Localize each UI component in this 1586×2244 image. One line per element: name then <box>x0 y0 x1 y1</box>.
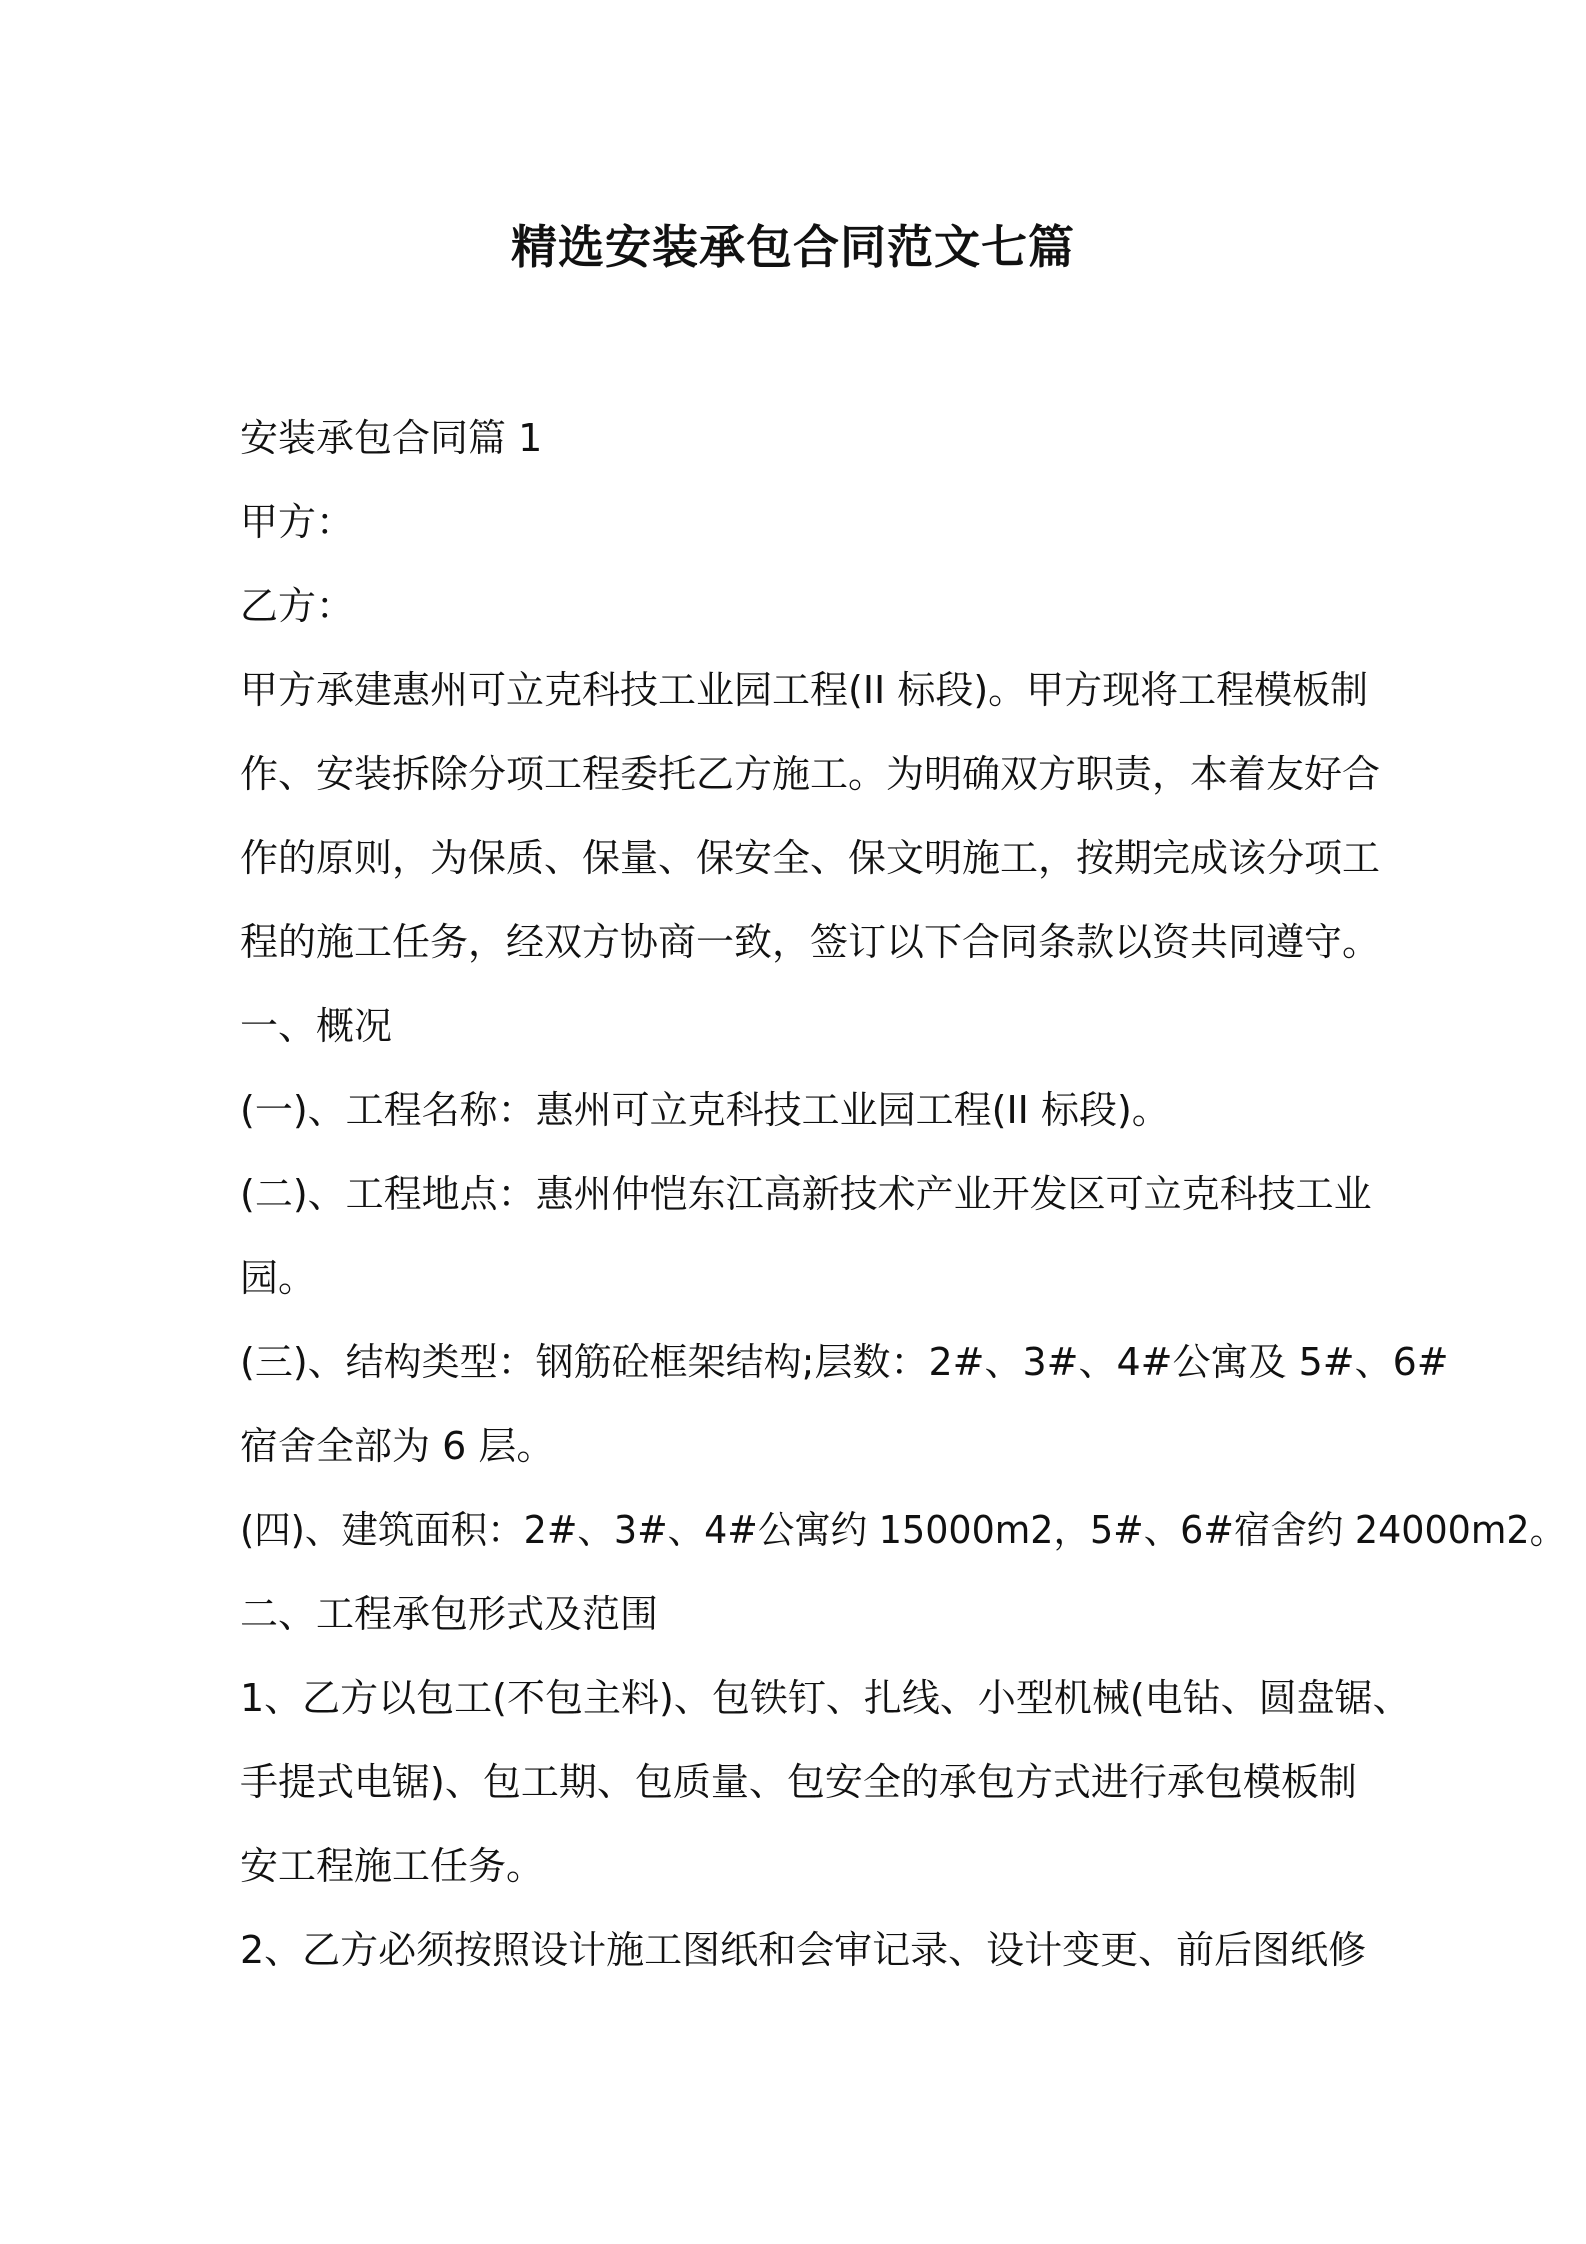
paragraph-line: 作的原则，为保质、保量、保安全、保文明施工，按期完成该分项工 <box>240 836 1381 880</box>
paragraph-line: (一)、工程名称：惠州可立克科技工业园工程(II 标段)。 <box>240 1088 1170 1132</box>
paragraph-line: 甲方承建惠州可立克科技工业园工程(II 标段)。甲方现将工程模板制 <box>240 668 1369 712</box>
section-heading: 二、工程承包形式及范围 <box>240 1592 659 1636</box>
paragraph-line: (四)、建筑面积：2#、3#、4#公寓约 15000m2，5#、6#宿舍约 24000m2。 <box>240 1508 1567 1552</box>
paragraph-line: 程的施工任务，经双方协商一致，签订以下合同条款以资共同遵守。 <box>240 920 1381 964</box>
document-title: 精选安装承包合同范文七篇 <box>511 220 1075 274</box>
paragraph-line: (二)、工程地点：惠州仲恺东江高新技术产业开发区可立克科技工业 <box>240 1172 1372 1216</box>
paragraph-line: 作、安装拆除分项工程委托乙方施工。为明确双方职责，本着友好合 <box>240 752 1381 796</box>
party-a-line: 甲方： <box>240 500 355 544</box>
paragraph-line: 手提式电锯)、包工期、包质量、包安全的承包方式进行承包模板制 <box>240 1760 1357 1804</box>
section-heading: 一、概况 <box>240 1004 393 1048</box>
section-heading: 安装承包合同篇 1 <box>240 416 543 460</box>
paragraph-line: 园。 <box>240 1256 317 1300</box>
paragraph-line: 宿舍全部为 6 层。 <box>240 1424 555 1468</box>
paragraph-line: 2、乙方必须按照设计施工图纸和会审记录、设计变更、前后图纸修 <box>240 1928 1367 1972</box>
paragraph-line: (三)、结构类型：钢筋砼框架结构;层数：2#、3#、4#公寓及 5#、6# <box>240 1340 1449 1384</box>
paragraph-line: 安工程施工任务。 <box>240 1844 545 1888</box>
paragraph-line: 1、乙方以包工(不包主料)、包铁钉、扎线、小型机械(电钻、圆盘锯、 <box>240 1676 1411 1720</box>
party-b-line: 乙方： <box>240 584 355 628</box>
